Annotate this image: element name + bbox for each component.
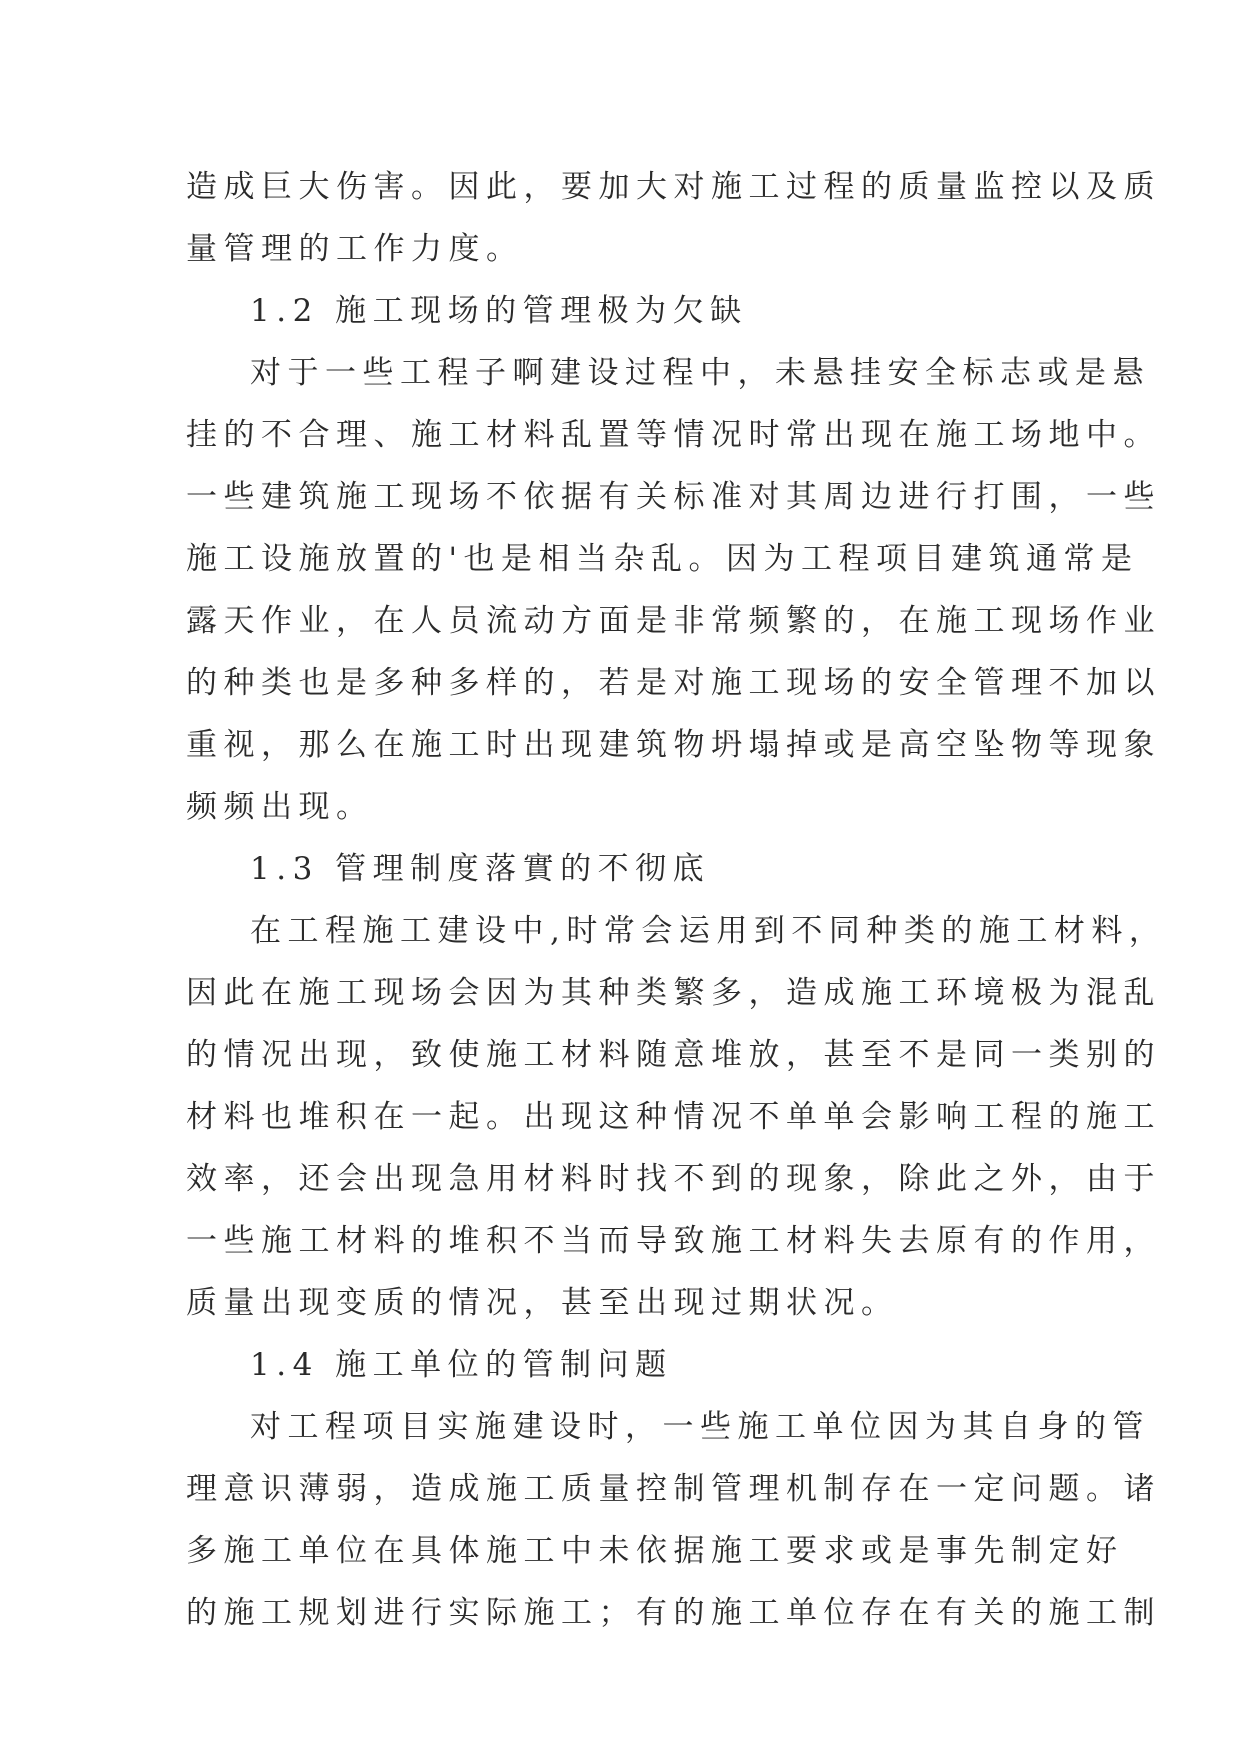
text-line: 多施工单位在具体施工中未依据施工要求或是事先制定好 xyxy=(186,1533,1124,1569)
text-line: 因此在施工现场会因为其种类繁多，造成施工环境极为混乱 xyxy=(186,975,1161,1011)
text-line: 的情况出现，致使施工材料随意堆放，甚至不是同一类别的 xyxy=(186,1037,1161,1073)
text-line: 量管理的工作力度。 xyxy=(186,231,524,267)
text-line: 对工程项目实施建设时，一些施工单位因为其自身的管 xyxy=(250,1409,1150,1445)
text-line: 一些建筑施工现场不依据有关标准对其周边进行打围，一些 xyxy=(186,479,1161,515)
text-line: 重视，那么在施工时出现建筑物坍塌掉或是高空坠物等现象 xyxy=(186,727,1161,763)
text-line: 效率，还会出现急用材料时找不到的现象，除此之外，由于 xyxy=(186,1161,1161,1197)
text-line: 对于一些工程子啊建设过程中，未悬挂安全标志或是悬 xyxy=(250,355,1150,391)
text-line: 质量出现变质的情况，甚至出现过期状况。 xyxy=(186,1285,899,1321)
text-line: 频频出现。 xyxy=(186,789,374,825)
section-heading: 1.3 管理制度落實的不彻底 xyxy=(250,851,711,887)
text-line: 一些施工材料的堆积不当而导致施工材料失去原有的作用， xyxy=(186,1223,1161,1259)
text-line: 露天作业，在人员流动方面是非常频繁的，在施工现场作业 xyxy=(186,603,1161,639)
section-heading: 1.2 施工现场的管理极为欠缺 xyxy=(250,293,748,329)
text-line: 在工程施工建设中,时常会运用到不同种类的施工材料， xyxy=(250,913,1167,949)
text-line: 造成巨大伤害。因此，要加大对施工过程的质量监控以及质 xyxy=(186,169,1161,205)
text-line: 挂的不合理、施工材料乱置等情况时常出现在施工场地中。 xyxy=(186,417,1161,453)
text-line: 理意识薄弱，造成施工质量控制管理机制存在一定问题。诸 xyxy=(186,1471,1161,1507)
text-line: 的施工规划进行实际施工；有的施工单位存在有关的施工制 xyxy=(186,1595,1161,1631)
text-line: 的种类也是多种多样的，若是对施工现场的安全管理不加以 xyxy=(186,665,1161,701)
document-body xyxy=(186,156,1167,1644)
text-line: 施工设施放置的'也是相当杂乱。因为工程项目建筑通常是 xyxy=(186,541,1139,577)
text-line: 材料也堆积在一起。出现这种情况不单单会影响工程的施工 xyxy=(186,1099,1161,1135)
section-heading: 1.4 施工单位的管制问题 xyxy=(250,1347,673,1383)
